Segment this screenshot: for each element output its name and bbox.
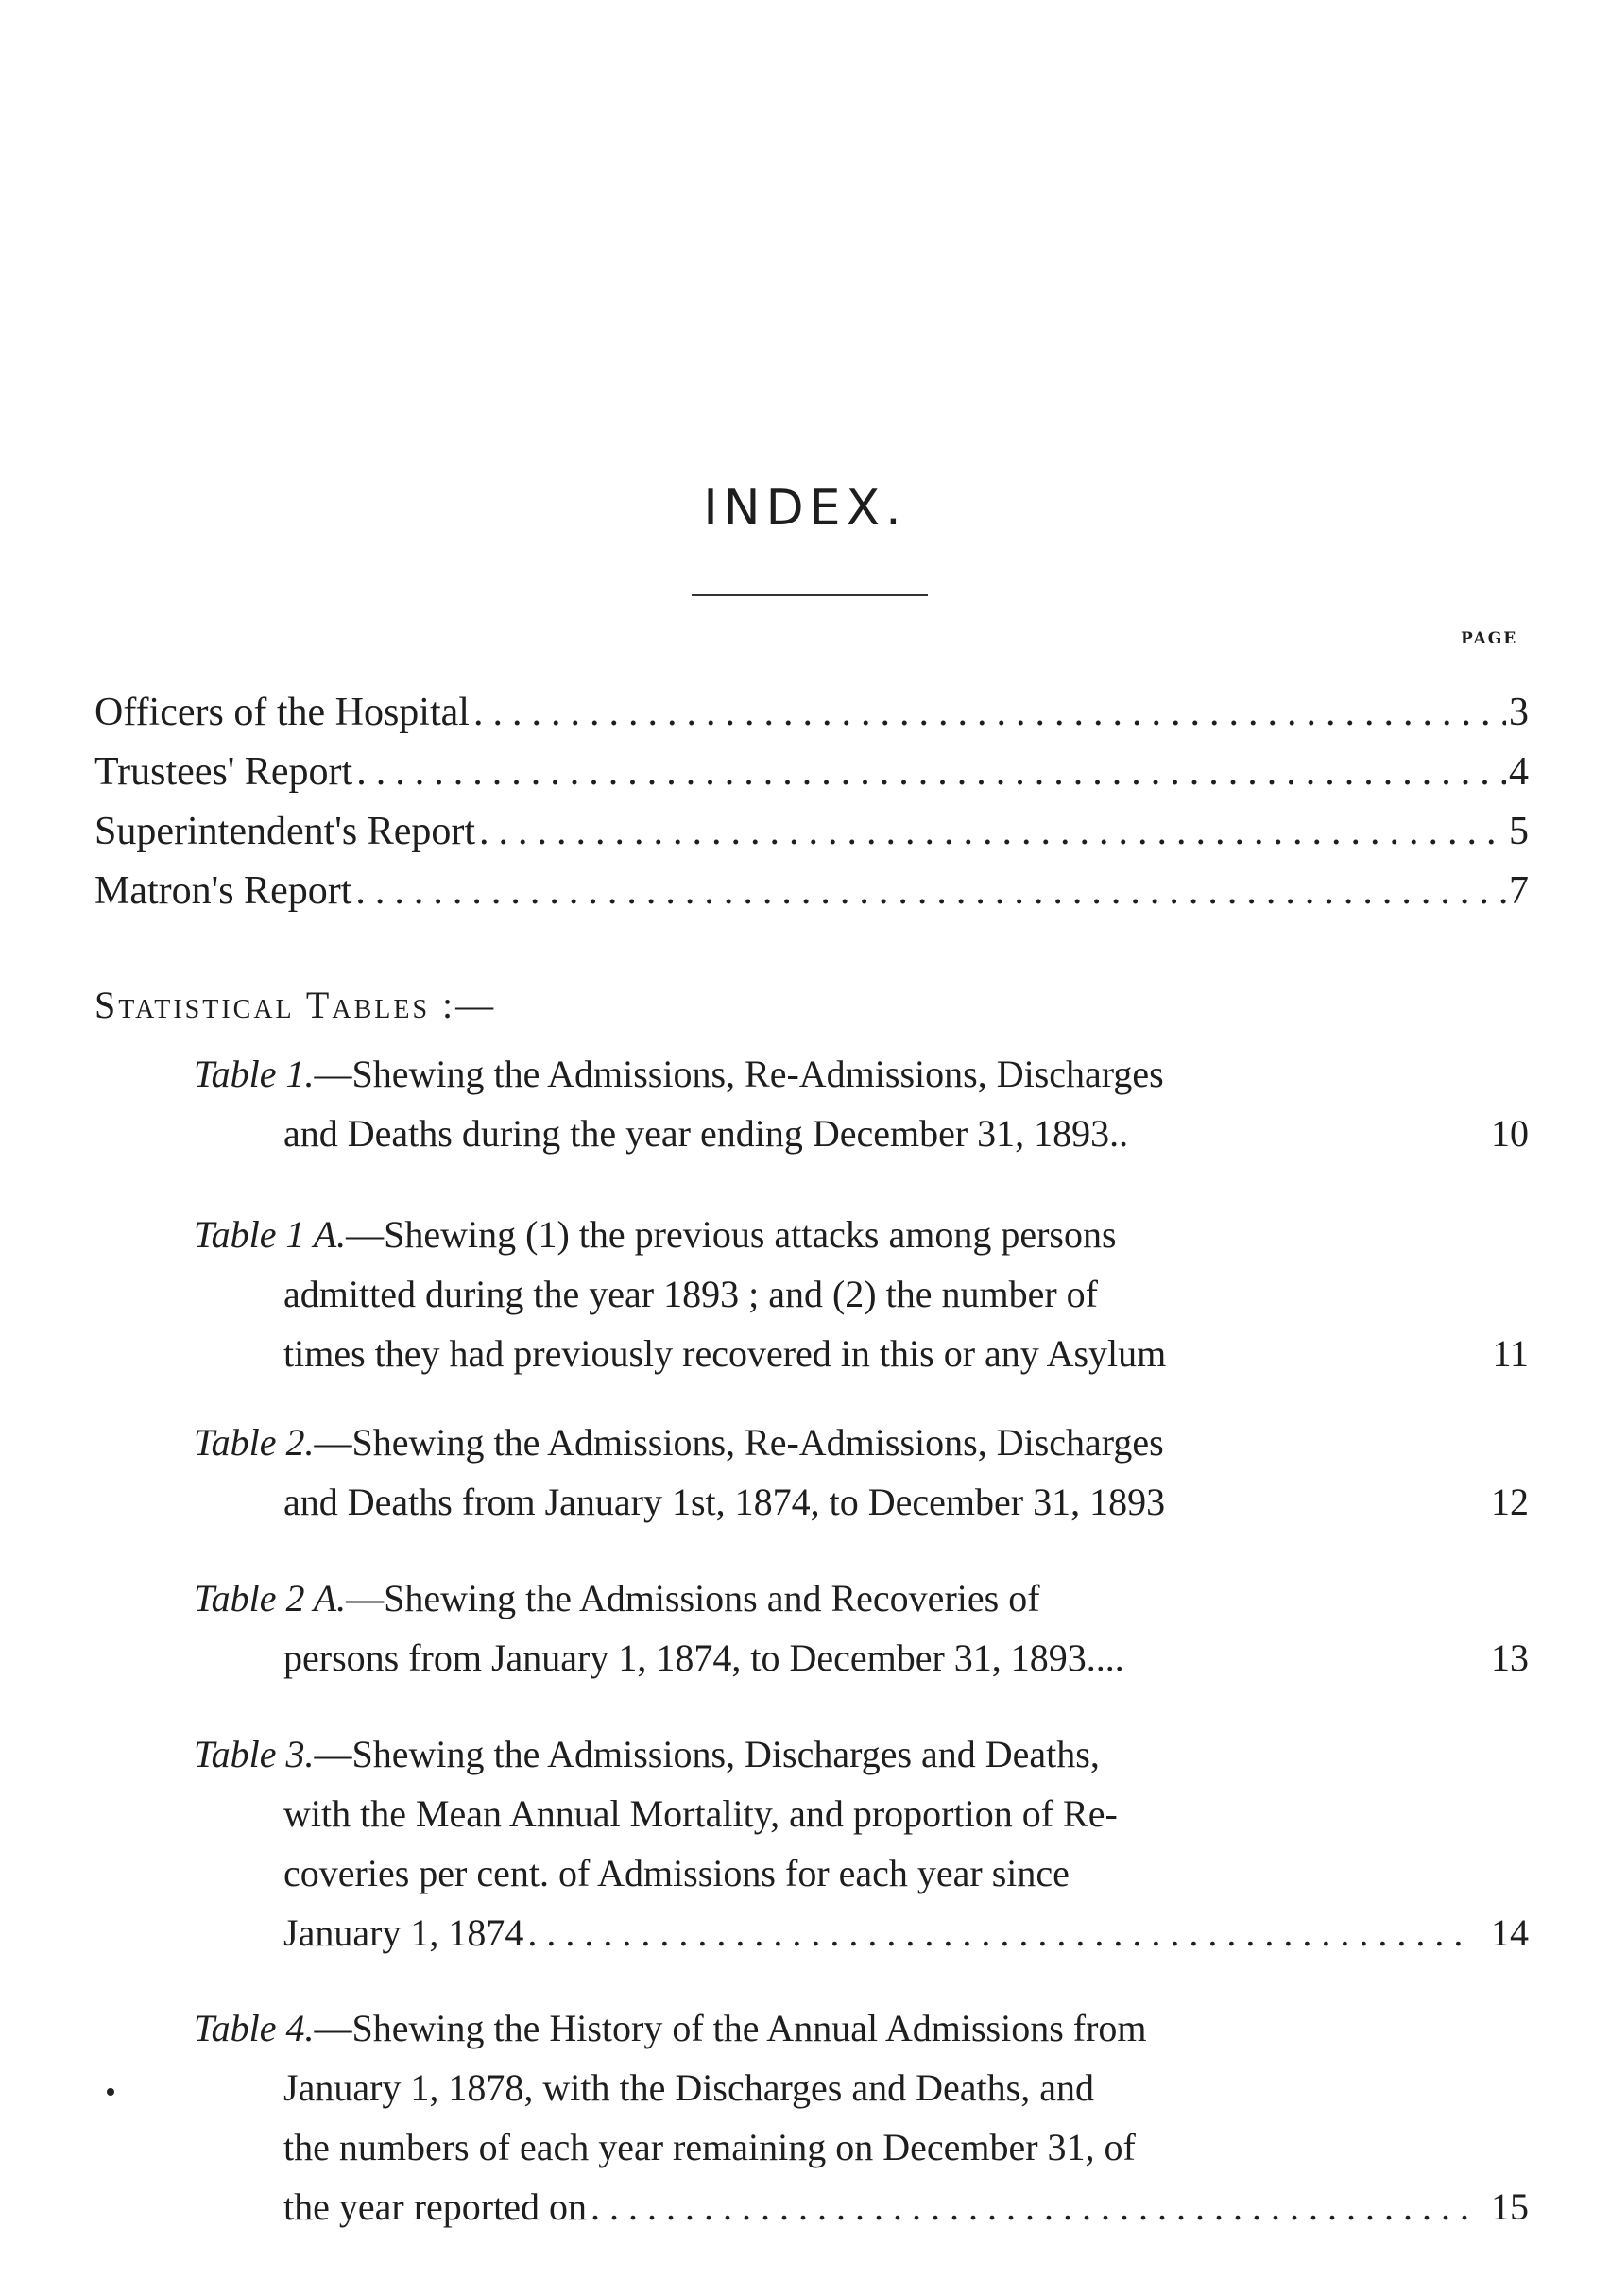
table-label: Table 1.: [194, 1053, 315, 1095]
margin-mark: [107, 2088, 114, 2096]
index-entry: [94, 868, 1529, 925]
title-rule: [692, 594, 928, 596]
entry-page: 10: [1491, 1112, 1529, 1155]
entry-text-line: times they had previously recovered in this or any Asylum: [283, 1332, 1167, 1375]
entry-label: Trustees' Report: [94, 750, 353, 794]
entry-page: 4: [1509, 750, 1529, 794]
table-entry: [194, 1205, 1529, 1383]
entry-text-line: —Shewing the History of the Annual Admissions from: [314, 2007, 1147, 2049]
entry-text-line: —Shewing the Admissions, Re-Admissions, Discharges: [314, 1421, 1164, 1464]
section-heading: Statistical Tables :—: [94, 984, 497, 1026]
index-entry: [94, 690, 1529, 746]
table-entry: [194, 1724, 1529, 1962]
entry-page: 14: [1491, 1911, 1529, 1954]
table-entry: [194, 1413, 1529, 1532]
leader-dots: [475, 809, 1506, 854]
index-entry: [94, 749, 1529, 806]
entry-text-line: and Deaths during the year ending December 31, 1893..: [283, 1112, 1129, 1155]
entry-page: 12: [1491, 1481, 1529, 1523]
entry-text-line: the numbers of each year remaining on December 31, of: [283, 2126, 1136, 2168]
table-label: Table 2.: [194, 1421, 315, 1464]
leader-dots: [587, 2177, 1472, 2236]
page-title: INDEX.: [703, 480, 907, 537]
table-label: Table 3.: [194, 1733, 315, 1775]
leader-dots: [351, 868, 1506, 914]
entry-page: 5: [1509, 810, 1529, 853]
entry-text-line: with the Mean Annual Mortality, and proportion of Re-: [283, 1792, 1118, 1835]
entry-page: 15: [1491, 2185, 1529, 2228]
entry-label: Officers of the Hospital: [94, 691, 470, 734]
index-entry: [94, 809, 1529, 865]
entry-page: 3: [1509, 691, 1529, 734]
table-label: Table 1 A.: [194, 1213, 347, 1256]
table-label: Table 2 A.: [194, 1577, 347, 1619]
entry-text-line: January 1, 1874: [283, 1911, 524, 1954]
table-entry: [194, 1568, 1529, 1688]
leader-dots: [523, 1903, 1472, 1962]
entry-page: 13: [1491, 1636, 1529, 1679]
entry-text-line: persons from January 1, 1874, to December 31, 1893....: [283, 1636, 1124, 1679]
entry-label: Superintendent's Report: [94, 810, 475, 853]
entry-label: Matron's Report: [94, 869, 352, 913]
entry-page: 11: [1492, 1332, 1529, 1375]
table-entry: [194, 1998, 1529, 2236]
leader-dots: [352, 749, 1506, 795]
entry-text-line: —Shewing the Admissions, Discharges and Deaths,: [314, 1733, 1100, 1775]
entry-text-line: coveries per cent. of Admissions for each year since: [283, 1852, 1070, 1894]
table-entry: [194, 1044, 1529, 1163]
entry-text-line: admitted during the year 1893 ; and (2) the number of: [283, 1273, 1098, 1315]
entry-text-line: the year reported on: [283, 2185, 587, 2228]
entry-text-line: —Shewing the Admissions and Recoveries of: [346, 1577, 1040, 1619]
entry-page: 7: [1509, 869, 1529, 913]
entry-text-line: —Shewing the Admissions, Re-Admissions, Discharges: [314, 1053, 1164, 1095]
leader-dots: [470, 690, 1506, 735]
page-column-label: PAGE: [1461, 629, 1518, 648]
entry-text-line: January 1, 1878, with the Discharges and Deaths, and: [283, 2066, 1094, 2109]
table-label: Table 4.: [194, 2007, 315, 2049]
entry-text-line: and Deaths from January 1st, 1874, to December 31, 1893: [283, 1481, 1166, 1523]
entry-text-line: —Shewing (1) the previous attacks among persons: [346, 1213, 1117, 1256]
